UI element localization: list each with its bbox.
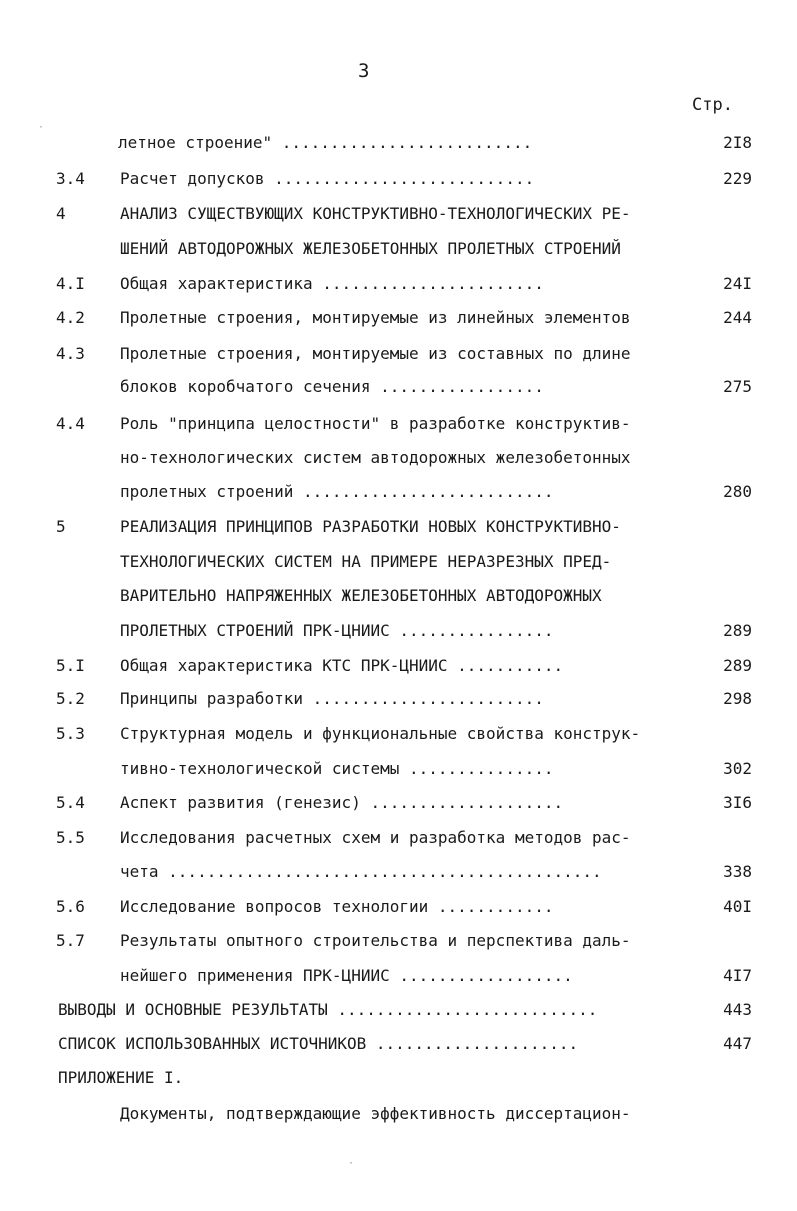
toc-entry-text: пролетных строений .......................... bbox=[120, 482, 554, 501]
toc-section-number: 5 bbox=[56, 517, 66, 536]
toc-entry-text: Исследование вопросов технологии ............ bbox=[120, 897, 554, 916]
toc-entry-text: Общая характеристика КТС ПРК-ЦНИИС ........... bbox=[120, 656, 564, 675]
toc-entry-text: чета ............................................. bbox=[120, 862, 602, 881]
toc-section-number: 5.7 bbox=[56, 931, 85, 950]
page-column-label: Стр. bbox=[692, 95, 733, 115]
toc-entry-text: Результаты опытного строительства и перспектива даль- bbox=[120, 931, 631, 950]
toc-entry-text: Расчет допусков ........................... bbox=[120, 169, 535, 188]
toc-page-number: 244 bbox=[723, 308, 752, 327]
toc-page-number: 298 bbox=[723, 689, 752, 708]
toc-entry-text: Структурная модель и функциональные свойства конструк- bbox=[120, 724, 641, 743]
toc-section-number: 4.2 bbox=[56, 308, 85, 327]
toc-entry-text: Пролетные строения, монтируемые из линейных элементов bbox=[120, 308, 631, 327]
toc-page-number: 24I bbox=[723, 274, 752, 293]
toc-entry-text: но-технологических систем автодорожных железобетонных bbox=[120, 448, 631, 467]
toc-entry-text: летное строение" .......................... bbox=[118, 133, 533, 152]
toc-section-number: 4.3 bbox=[56, 344, 85, 363]
scan-speck: · bbox=[348, 1158, 355, 1169]
page-number: 3 bbox=[358, 60, 370, 82]
toc-section-number: 5.2 bbox=[56, 689, 85, 708]
toc-page-number: 40I bbox=[723, 897, 752, 916]
toc-entry-text: Документы, подтверждающие эффективность диссертацион- bbox=[120, 1104, 631, 1123]
toc-page-number: 289 bbox=[723, 656, 752, 675]
toc-page-number: 302 bbox=[723, 759, 752, 778]
toc-section-number: 4.I bbox=[56, 274, 85, 293]
toc-page-number: 447 bbox=[723, 1034, 752, 1053]
toc-section-number: 5.3 bbox=[56, 724, 85, 743]
toc-section-number: 3.4 bbox=[56, 169, 85, 188]
toc-page-number: 275 bbox=[723, 377, 752, 396]
toc-entry-text: Роль "принципа целостности" в разработке конструктив- bbox=[120, 414, 631, 433]
toc-section-number: 5.I bbox=[56, 656, 85, 675]
toc-section-number: 5.5 bbox=[56, 828, 85, 847]
toc-entry-text: тивно-технологической системы ............... bbox=[120, 759, 554, 778]
toc-section-number: 5.6 bbox=[56, 897, 85, 916]
toc-entry-text: АНАЛИЗ СУЩЕСТВУЮЩИХ КОНСТРУКТИВНО-ТЕХНОЛОГИЧЕСКИХ РЕ- bbox=[120, 204, 631, 223]
toc-page-number: 4I7 bbox=[723, 966, 752, 985]
toc-entry-text: нейшего применения ПРК-ЦНИИС .................. bbox=[120, 966, 573, 985]
toc-entry-text: Принципы разработки ........................ bbox=[120, 689, 544, 708]
toc-page-number: 443 bbox=[723, 1000, 752, 1019]
toc-entry-text: ВАРИТЕЛЬНО НАПРЯЖЕННЫХ ЖЕЛЕЗОБЕТОННЫХ АВТОДОРОЖНЫХ bbox=[120, 586, 602, 605]
toc-page-number: 3I6 bbox=[723, 793, 752, 812]
toc-entry-text: блоков коробчатого сечения ................. bbox=[120, 377, 544, 396]
toc-entry-text: РЕАЛИЗАЦИЯ ПРИНЦИПОВ РАЗРАБОТКИ НОВЫХ КОНСТРУКТИВНО- bbox=[120, 517, 621, 536]
toc-section-number: 5.4 bbox=[56, 793, 85, 812]
toc-entry-text: Пролетные строения, монтируемые из составных по длине bbox=[120, 344, 631, 363]
toc-entry-text: Исследования расчетных схем и разработка методов рас- bbox=[120, 828, 631, 847]
scan-speck: · bbox=[38, 122, 45, 133]
toc-page-number: 2I8 bbox=[723, 133, 752, 152]
toc-page-number: 289 bbox=[723, 621, 752, 640]
toc-entry-text: ПРИЛОЖЕНИЕ I. bbox=[58, 1068, 184, 1087]
toc-entry-text: СПИСОК ИСПОЛЬЗОВАННЫХ ИСТОЧНИКОВ ..................... bbox=[58, 1034, 579, 1053]
toc-entry-text: ТЕХНОЛОГИЧЕСКИХ СИСТЕМ НА ПРИМЕРЕ НЕРАЗРЕЗНЫХ ПРЕД- bbox=[120, 552, 612, 571]
toc-page-number: 338 bbox=[723, 862, 752, 881]
toc-entry-text: ШЕНИЙ АВТОДОРОЖНЫХ ЖЕЛЕЗОБЕТОННЫХ ПРОЛЕТНЫХ СТРОЕНИЙ bbox=[120, 239, 621, 258]
toc-section-number: 4 bbox=[56, 204, 66, 223]
toc-page-number: 280 bbox=[723, 482, 752, 501]
toc-entry-text: ПРОЛЕТНЫХ СТРОЕНИЙ ПРК-ЦНИИС ................ bbox=[120, 621, 554, 640]
toc-entry-text: Аспект развития (генезис) .................... bbox=[120, 793, 564, 812]
toc-section-number: 4.4 bbox=[56, 414, 85, 433]
toc-entry-text: ВЫВОДЫ И ОСНОВНЫЕ РЕЗУЛЬТАТЫ ........................... bbox=[58, 1000, 598, 1019]
toc-page-number: 229 bbox=[723, 169, 752, 188]
toc-entry-text: Общая характеристика ....................... bbox=[120, 274, 544, 293]
